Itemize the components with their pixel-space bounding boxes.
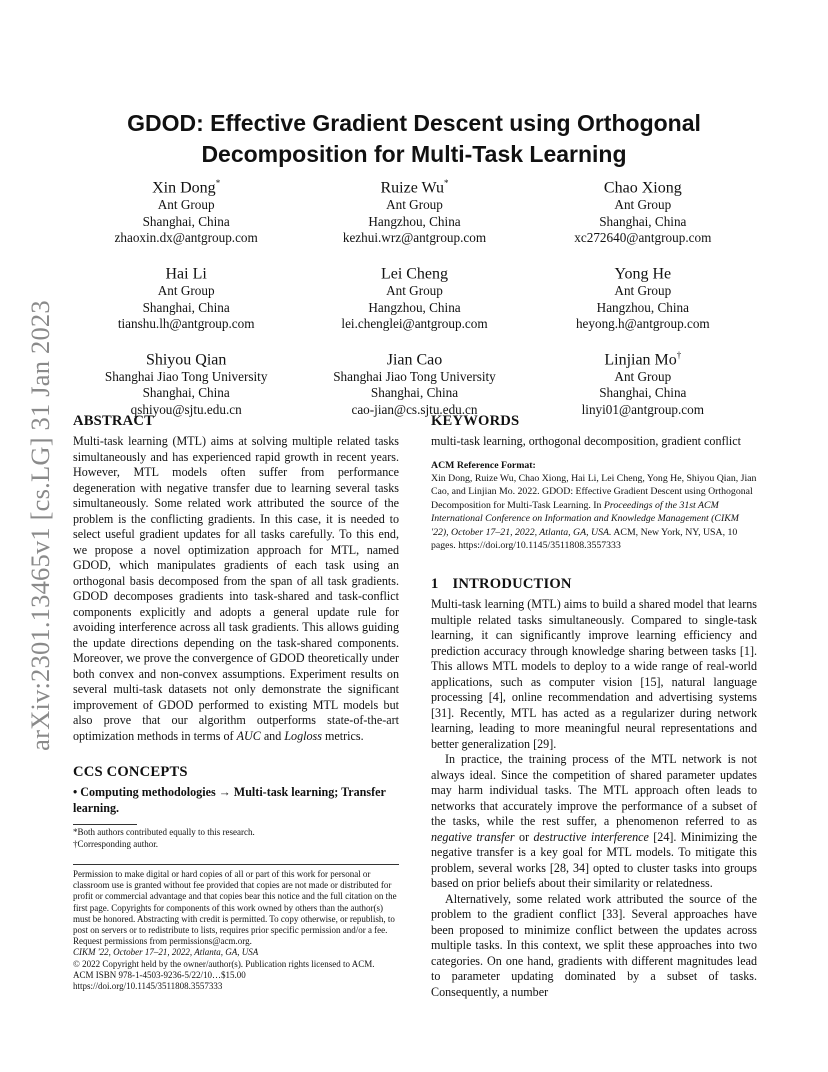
author-mark: † (676, 349, 682, 360)
author-card (300, 260, 528, 333)
author-affiliation: Ant Group (614, 368, 672, 384)
arxiv-stamp (20, 290, 60, 760)
permission-notice: Permission to make digital or hard copies of all or part of this work for personal or classroom use is granted without fee provided that copies are not made or distributed for profit or commercial advantage and that copies bear this notice and the full citation on the first page. Copyrights for components of this work owned by others than the author(s) must be honored. Abstracting with credit is permitted. To copy otherwise, or republish, to post on servers or to redistribute to lists, requires prior specific permission and/or a fee. Request permissions from permissions@acm.org. (73, 869, 397, 947)
footnote-equal: *Both authors contributed equally to this research. (73, 827, 255, 837)
author-affiliation: Ant Group (386, 283, 443, 299)
footnote-divider (73, 824, 137, 825)
intro-paragraph: Alternatively, some related work attributed the source of the problem to the gradient conflict [33]. Several approaches have been proposed to minimize conflict between the updates across multiple tasks. In this context, we split these approaches into two categories. On one hand, gradients with different magnitudes lead to parameter updating dominated by a subset of tasks. Consequently, a number (431, 891, 757, 999)
author-row (72, 174, 757, 247)
author-name: Ruize Wu (380, 179, 444, 197)
reference-format-heading: ACM Reference Format: (431, 459, 536, 471)
intro-title: INTRODUCTION (452, 576, 572, 593)
author-location: Shanghai, China (142, 385, 230, 401)
author-card (72, 174, 300, 247)
author-card (72, 260, 300, 333)
author-affiliation: Ant Group (157, 283, 215, 299)
isbn-line: ACM ISBN 978-1-4503-9236-5/22/10…$15.00 (73, 969, 246, 980)
author-email: heyong.h@antgroup.com (575, 316, 710, 332)
author-name: Yong He (614, 265, 672, 283)
intro-paragraph: Multi-task learning (MTL) aims to build a shared model that learns multiple related tasks simultaneously. Compared to single-task learning, it can significantly improve learning efficiency and prediction accuracy through knowledge sharing between tasks [1]. This allows MTL models to deploy to a wide range of real-world applications, such as computer vision [15], natural language processing [4], online recommendation and advertising systems [31]. Recently, MTL has acted as a regularizer during network learning, leading to more meaningful neural representations and better generalization [29]. (431, 597, 757, 751)
keywords-text: multi-task learning, orthogonal decomposition, gradient conflict (431, 434, 741, 448)
reference-post: ACM, New York, NY, USA, 10 pages. https://doi.org/10.1145/3511808.3557333 (431, 526, 738, 552)
author-affiliation: Ant Group (614, 197, 672, 213)
author-location: Shanghai, China (599, 213, 687, 229)
intro-paragraph (431, 752, 757, 892)
left-column (73, 412, 399, 992)
intro-p2-b: [24]. Minimizing the negative transfer is a key goal for MTL models. To mitigate this problem, several works [28, 34] opted to cluster tasks into groups based on prior beliefs about their similarity or relatedness. (431, 829, 758, 891)
author-block (72, 174, 757, 431)
author-card (529, 260, 757, 333)
right-column (431, 412, 757, 1000)
author-name: Chao Xiong (603, 179, 682, 197)
author-location: Hangzhou, China (368, 213, 461, 229)
abstract-and: and (263, 728, 282, 743)
abstract-logloss: Logloss (284, 728, 322, 743)
doi-link[interactable]: https://doi.org/10.1145/3511808.3557333 (73, 981, 223, 992)
abstract-text (73, 434, 399, 744)
ccs-heading: CCS CONCEPTS (73, 764, 188, 780)
reference-format-text (431, 472, 757, 554)
abstract-auc: AUC (236, 728, 261, 743)
author-name: Xin Dong (152, 179, 216, 197)
intro-body (431, 597, 757, 1000)
abstract-main: Multi-task learning (MTL) aims at solving multiple related tasks simultaneously and has experienced rapid growth in recent years. However, MTL models often suffer from performance degeneration with negative transfer due to learning several tasks simultaneously. Some related work attributed the source of the problem is the conflicting gradients. In this case, it is needed to select useful gradient updates for all tasks carefully. To this end, we propose a novel optimization approach for MTL, named GDOD, which manipulates gradients of each task using an orthogonal basis decomposed from the span of all task gradients. GDOD decomposes gradients into task-shared and task-conflict components explicitly and adopts a general update rule for avoiding interference across all task gradients. This allows guiding the update directions depending on the task-shared components. Moreover, we prove the convergence of GDOD theoretically under both convex and non-convex assumptions. Experiment results on several multi-task datasets not only demonstrate the significant improvement of GDOD performed to existing MTL models but also prove that our algorithm outperforms state-of-the-art optimization methods in terms of (73, 434, 399, 743)
author-mark: * (215, 178, 221, 188)
author-email: xc272640@antgroup.com (574, 230, 712, 246)
intro-p2-a: In practice, the training process of the MTL network is not always ideal. Since the competition of shared parameter updates may harm individual tasks. The MTL approach often leads to networks that accurately improve the performance of a subset of the tasks, while the rest suffer, a phenomenon referred to as (431, 752, 757, 829)
author-mark: * (443, 178, 449, 188)
copyright-line: © 2022 Copyright held by the owner/author(s). Publication rights licensed to ACM. (73, 958, 375, 969)
keywords-heading: KEYWORDS (431, 413, 520, 429)
author-row (72, 346, 757, 419)
author-location: Shanghai, China (142, 299, 230, 315)
author-email: cao-jian@cs.sjtu.edu.cn (351, 401, 478, 417)
author-name: Linjian Mo (604, 350, 677, 368)
intro-number: 1 (431, 576, 439, 593)
author-email: lei.chenglei@antgroup.com (341, 316, 488, 332)
abstract-heading: ABSTRACT (73, 413, 155, 429)
author-row (72, 260, 757, 333)
author-card (300, 174, 528, 247)
author-email: kezhui.wrz@antgroup.com (342, 230, 487, 246)
author-name: Hai Li (165, 265, 207, 283)
abstract-tail: metrics. (324, 728, 364, 743)
ccs-text: • Computing methodologies → Multi-task learning; Transfer learning. (73, 785, 386, 815)
author-affiliation: Ant Group (386, 197, 443, 213)
author-card (529, 346, 757, 419)
author-affiliation: Shanghai Jiao Tong University (104, 368, 268, 384)
arxiv-stamp-text: arXiv:2301.13465v1 [cs.LG] 31 Jan 2023 (24, 299, 55, 751)
author-name: Shiyou Qian (145, 350, 227, 368)
author-email: qshiyou@sjtu.edu.cn (130, 401, 242, 417)
permission-divider (73, 864, 399, 865)
author-location: Hangzhou, China (596, 299, 689, 315)
author-location: Shanghai, China (142, 213, 230, 229)
author-email: zhaoxin.dx@antgroup.com (114, 230, 258, 246)
reference-proceedings: Proceedings of the 31st ACM International Conference on Information and Knowledge Management (CIKM '22), October 17–21, 2022, Atlanta, GA, USA. (431, 499, 739, 538)
footnote-corresponding: †Corresponding author. (73, 838, 158, 849)
author-name: Jian Cao (386, 350, 443, 368)
author-email: tianshu.lh@antgroup.com (117, 316, 255, 332)
reference-pre: Xin Dong, Ruize Wu, Chao Xiong, Hai Li, Lei Cheng, Yong He, Shiyou Qian, Jian Cao, and Linjian Mo. 2022. GDOD: Effective Gradient Descent using Orthogonal Decomposition for Multi-Task Learning. In (431, 472, 757, 511)
author-card (72, 346, 300, 419)
author-location: Shanghai, China (370, 385, 459, 401)
paper-title: GDOD: Effective Gradient Descent using Orthogonal Decomposition for Multi-Task Learning (127, 110, 701, 167)
author-card (300, 346, 528, 419)
author-location: Hangzhou, China (368, 299, 461, 315)
intro-heading (431, 575, 757, 593)
author-affiliation: Ant Group (614, 283, 672, 299)
author-affiliation: Shanghai Jiao Tong University (333, 368, 496, 384)
author-name: Lei Cheng (380, 265, 449, 283)
intro-destructive-interference: destructive interference (533, 829, 649, 844)
intro-p2-or: or (519, 829, 530, 844)
author-affiliation: Ant Group (157, 197, 215, 213)
author-email: linyi01@antgroup.com (581, 401, 705, 417)
venue-line: CIKM '22, October 17–21, 2022, Atlanta, GA, USA (73, 947, 259, 958)
author-card (529, 174, 757, 247)
intro-negative-transfer: negative transfer (431, 829, 515, 844)
author-location: Shanghai, China (599, 385, 687, 401)
